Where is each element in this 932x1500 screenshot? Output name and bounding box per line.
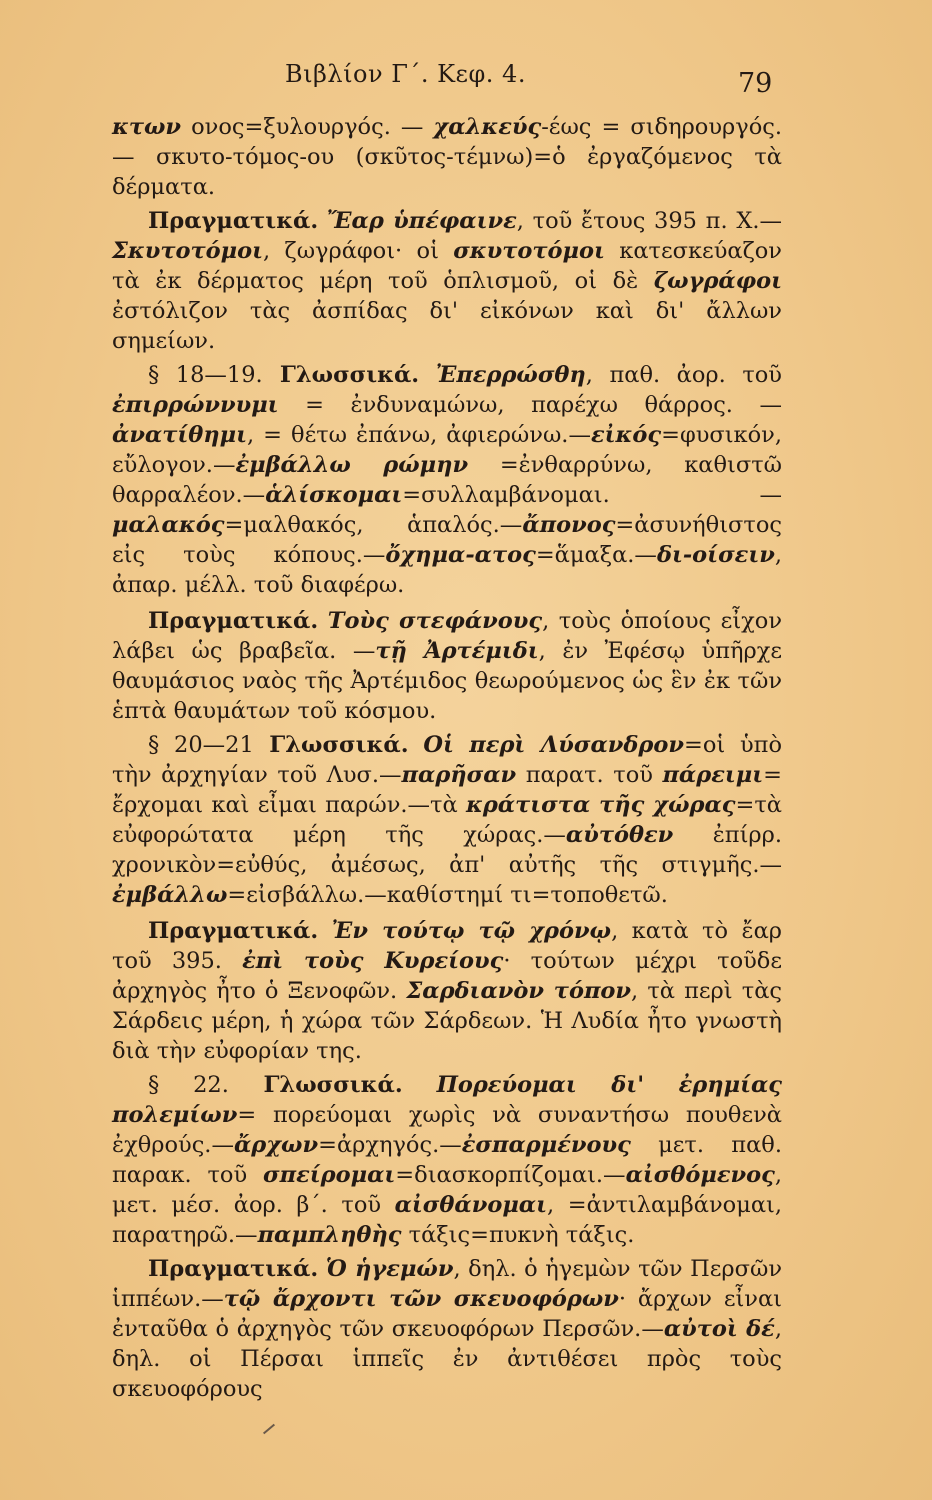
term: χαλκεύς <box>433 114 542 140</box>
text: =φυσικόν, εὔλογον.— <box>112 422 782 478</box>
text: , ζωγράφοι· οἱ <box>263 238 454 264</box>
term: ἀνατίθημι <box>112 422 247 448</box>
term: Ἐν τούτῳ τῷ χρόνῳ <box>331 918 612 944</box>
page-header <box>0 60 932 100</box>
paragraph-6 <box>112 916 782 1066</box>
text: , τοῦ ἔτους 395 π. Χ.— <box>516 208 782 234</box>
term: αἰσθάνομαι <box>394 1192 548 1218</box>
text: = πορεύομαι χωρὶς νὰ συναντήσω πουθενὰ ἐχθρούς.— <box>112 1102 782 1158</box>
term: ἁλίσκομαι <box>265 482 403 508</box>
term: εἰκός <box>590 422 662 448</box>
text: =ἀρχηγός.— <box>318 1132 462 1158</box>
section-label: Πραγματικά. <box>148 208 319 234</box>
section-label: Πραγματικά. <box>148 918 319 944</box>
section-number: § 22. <box>148 1072 229 1098</box>
term: ἐμβάλλω <box>112 882 228 908</box>
text: , δηλ. ὁ ἡγεμὼν τῶν Περσῶν ἱππέων.— <box>112 1256 782 1312</box>
term: Οἱ περὶ Λύσανδρον <box>423 732 684 758</box>
text: =τὰ εὐφορώτατα μέρη τῆς χώρας.— <box>112 792 782 848</box>
term: ἐπὶ τοὺς Κυρείους <box>242 948 504 974</box>
text: =ἀσυνήθιστος εἰς τοὺς κόπους.— <box>112 512 782 568</box>
text: , παθ. ἀορ. τοῦ <box>585 362 782 388</box>
page-mark <box>263 1424 275 1435</box>
text: =εἰσβάλλω.—καθίστημί τι=τοποθετῶ. <box>227 882 668 908</box>
text <box>318 918 331 944</box>
text: =οἱ ὑπὸ τὴν ἀρχηγίαν τοῦ Λυσ.— <box>112 732 782 788</box>
section-label: Πραγματικά. <box>148 1256 319 1282</box>
term: Σαρδιανὸν τόπον <box>406 978 632 1004</box>
text: παρατ. τοῦ <box>516 762 663 788</box>
term: Ὁ ἡγεμών <box>325 1256 454 1282</box>
body-text <box>112 112 782 1408</box>
term: Ἔαρ ὑπέφαινε <box>326 208 517 234</box>
text: · τούτων μέχρι τοῦδε ἀρχηγὸς ἦτο ὁ Ξενοφῶν. <box>112 948 782 1004</box>
section-label: Γλωσσικά. <box>253 732 409 758</box>
text <box>419 362 436 388</box>
term: παμπληθὴς <box>257 1222 402 1248</box>
page-number: 79 <box>738 68 773 99</box>
text: =διασκορπίζομαι.— <box>395 1162 626 1188</box>
text: = ἐνδυναμώνω, παρέχω θάρρος. — <box>278 392 782 418</box>
term: αἰσθόμενος <box>625 1162 775 1188</box>
paragraph-8 <box>112 1254 782 1404</box>
text: , κατὰ τὸ ἔαρ τοῦ 395. <box>112 918 782 974</box>
text: , τοὺς ὁποίους εἶχον λάβει ὡς βραβεῖα. — <box>112 608 783 664</box>
text: τάξις=πυκνὴ τάξις. <box>401 1222 635 1248</box>
term: σκυτοτόμοι <box>453 238 605 264</box>
section-number: § 18—19. <box>148 362 263 388</box>
paragraph-5 <box>112 730 782 910</box>
text: , μετ. μέσ. ἀορ. β΄. τοῦ <box>112 1162 782 1218</box>
section-number: § 20—21 <box>148 732 254 758</box>
text: , δηλ. οἱ Πέρσαι ἱππεῖς ἐν ἀντιθέσει πρὸς τοὺς σκευοφόρους <box>112 1316 783 1402</box>
section-label: Γλωσσικά. <box>228 1072 403 1098</box>
text: =μαλθακός, ἁπαλός.— <box>224 512 523 538</box>
term: ζωγράφοι <box>653 268 782 294</box>
term: Πορεύομαι δι' ἐρημίας πολεμίων <box>112 1072 782 1128</box>
term: τῷ ἄρχοντι τῶν σκευοφόρων <box>223 1286 619 1312</box>
text: ονος=ξυλουργός. — <box>181 114 434 140</box>
term: Ἐπερρώσθη <box>435 362 586 388</box>
section-label: Γλωσσικά. <box>262 362 420 388</box>
paragraph-3 <box>112 360 782 600</box>
term: ἄπονος <box>522 512 616 538</box>
term: παρῆσαν <box>401 762 517 788</box>
text <box>318 208 327 234</box>
text: , ἀπαρ. μέλλ. τοῦ διαφέρω. <box>112 542 782 598</box>
text <box>409 732 424 758</box>
term: μαλακός <box>112 512 225 538</box>
text: =ἐνθαρρύνω, καθιστῶ θαρραλέον.— <box>112 452 782 508</box>
term: ὄχημα-ατος <box>385 542 536 568</box>
term: τῇ Ἀρτέμιδι <box>375 638 539 664</box>
text: =συλλαμβάνομαι. — <box>402 482 782 508</box>
text: ἐπίρρ. χρονικὸν=εὐθύς, ἀμέσως, ἀπ' αὐτῆς τῆς στιγμῆς.— <box>112 822 783 878</box>
text: = ἔρχομαι καὶ εἶμαι παρών.—τὰ <box>112 762 782 818</box>
paragraph-2 <box>112 206 782 356</box>
term: ἐπιρρώννυμι <box>112 392 279 418</box>
text <box>318 1256 326 1282</box>
text: , = θέτω ἐπάνω, ἀφιερώνω.— <box>247 422 591 448</box>
text: =ἅμαξα.— <box>535 542 657 568</box>
paragraph-4 <box>112 606 782 726</box>
running-head: Βιβλίον Γ΄. Κεφ. 4. <box>285 60 526 88</box>
text <box>318 608 328 634</box>
term: κράτιστα τῆς χώρας <box>465 792 736 818</box>
text: , =ἀντιλαμβάνομαι, παρατηρῶ.— <box>112 1192 783 1248</box>
term: αὐτόθεν <box>565 822 674 848</box>
term: κτων <box>112 114 182 140</box>
paragraph-1 <box>112 112 782 202</box>
text: · ἄρχων εἶναι ἐνταῦθα ὁ ἀρχηγὸς τῶν σκευοφόρων Περσῶν.— <box>112 1286 782 1342</box>
term: αὐτοὶ δέ <box>663 1316 775 1342</box>
term: πάρειμι <box>662 762 764 788</box>
term: ἄρχων <box>233 1132 319 1158</box>
text: , ἐν Ἐφέσῳ ὑπῆρχε θαυμάσιος ναὸς τῆς Ἀρτέμιδος θεωρούμενος ὡς ἓν ἐκ τῶν ἑπτὰ θαυμάτων τοῦ κόσμου. <box>112 638 783 724</box>
term: Τοὺς στεφάνους <box>327 608 543 634</box>
text: ἐστόλιζον τὰς ἀσπίδας δι' εἰκόνων καὶ δι' ἄλλων σημείων. <box>112 298 782 354</box>
section-label: Πραγματικά. <box>148 608 319 634</box>
text: μετ. παθ. παρακ. τοῦ <box>112 1132 782 1188</box>
term: δι-οίσειν <box>656 542 775 568</box>
term: ἐσπαρμένους <box>461 1132 631 1158</box>
text: κατεσκεύαζον τὰ ἐκ δέρματος μέρη τοῦ ὁπλισμοῦ, οἱ δὲ <box>112 238 782 294</box>
text: -έως = σιδηρουργός. — σκυτο-τόμος-ου (σκῦτος-τέμνω)=ὁ ἐργαζόμενος τὰ δέρματα. <box>112 114 782 200</box>
term: Σκυτοτόμοι <box>112 238 264 264</box>
term: σπείρομαι <box>263 1162 396 1188</box>
text: , τὰ περὶ τὰς Σάρδεις μέρη, ἡ χώρα τῶν Σάρδεων. Ἡ Λυδία ἦτο γνωστὴ διὰ τὴν εὐφορίαν της. <box>112 978 782 1064</box>
term: ἐμβάλλω ρώμην <box>235 452 469 478</box>
text <box>403 1072 437 1098</box>
paragraph-7 <box>112 1070 782 1250</box>
